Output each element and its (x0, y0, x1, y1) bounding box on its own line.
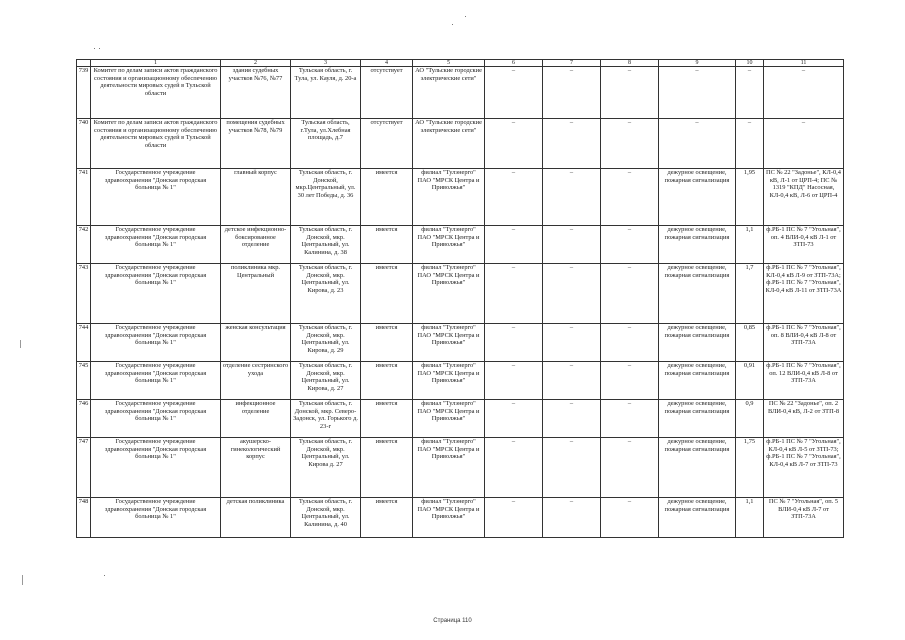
col8-cell: – (601, 438, 659, 498)
col8-cell: – (601, 498, 659, 538)
col7-cell: – (543, 226, 601, 264)
row-number: 742 (77, 226, 91, 264)
col11-cell: ф.РБ-1 ПС № 7 "Угольная", оп. 4 ВЛИ-0,4 кВ Л-1 от ЗТП-73 (764, 226, 844, 264)
col7-cell: – (543, 264, 601, 324)
col8-cell: – (601, 119, 659, 169)
page-number: Страница 110 (433, 618, 472, 624)
col6-cell: – (485, 324, 543, 362)
object-cell: поликлиника мкр. Центральный (221, 264, 291, 324)
reserve-source-cell: имеется (361, 400, 413, 438)
col7-cell: – (543, 438, 601, 498)
reserve-source-cell: имеется (361, 324, 413, 362)
supplier-cell: филиал "Тулэнерго" ПАО "МРСК Центра и Приволжья" (413, 362, 485, 400)
address-cell: Тульская область, г. Донской, мкр. Северо-Задонск, ул. Горького д. 23-г (291, 400, 361, 438)
object-cell: акушерско-гинекологический корпус (221, 438, 291, 498)
col9-cell: дежурное освещение, пожарная сигнализация (659, 226, 736, 264)
col10-cell: – (736, 119, 764, 169)
organization-cell: Комитет по делам записи актов гражданского состояния и организационному обеспечению деятельности мировых судей в Тульской области (91, 119, 221, 169)
address-cell: Тульская область, г. Донской, мкр. Центральный, ул. Калинина, д. 38 (291, 226, 361, 264)
row-number: 744 (77, 324, 91, 362)
col6-cell: – (485, 169, 543, 226)
header-cell: 11 (764, 60, 844, 67)
object-cell: помещения судебных участков №78, №79 (221, 119, 291, 169)
reserve-source-cell: имеется (361, 498, 413, 538)
object-cell: отделение сестринского ухода (221, 362, 291, 400)
header-cell: 3 (291, 60, 361, 67)
col6-cell: – (485, 119, 543, 169)
table-row (77, 67, 844, 119)
col8-cell: – (601, 362, 659, 400)
address-cell: Тульская область, г.Тула, ул.Хлебная площадь, д.7 (291, 119, 361, 169)
col10-cell: 1,75 (736, 438, 764, 498)
col9-cell: дежурное освещение, пожарная сигнализация (659, 264, 736, 324)
object-cell: главный корпус (221, 169, 291, 226)
col7-cell: – (543, 67, 601, 119)
address-cell: Тульская область, г. Донской, мкр. Центральный, ул. Кирова д. 27 (291, 438, 361, 498)
table-row (77, 498, 844, 538)
header-cell: 5 (413, 60, 485, 67)
table-row (77, 119, 844, 169)
col7-cell: – (543, 119, 601, 169)
scan-speck (104, 575, 105, 576)
col6-cell: – (485, 67, 543, 119)
col7-cell: – (543, 362, 601, 400)
col8-cell: – (601, 324, 659, 362)
organization-cell: Комитет по делам записи актов гражданского состояния и организационному обеспечению деятельности мировых судей в Тульской области (91, 67, 221, 119)
header-cell: 8 (601, 60, 659, 67)
header-cell: 6 (485, 60, 543, 67)
row-number: 748 (77, 498, 91, 538)
scan-mark (20, 340, 21, 348)
row-number: 743 (77, 264, 91, 324)
header-cell: 9 (659, 60, 736, 67)
col9-cell: – (659, 67, 736, 119)
object-cell: детская поликлиника (221, 498, 291, 538)
reserve-source-cell: отсутствует (361, 67, 413, 119)
row-number: 739 (77, 67, 91, 119)
organization-cell: Государственное учреждение здравоохранения "Донская городская больница № 1" (91, 498, 221, 538)
table-row (77, 362, 844, 400)
header-cell: 10 (736, 60, 764, 67)
col7-cell: – (543, 169, 601, 226)
col10-cell: 0,85 (736, 324, 764, 362)
col11-cell: ПС № 22 "Задонье", оп. 2 ВЛИ-0,4 кВ, Л-2 от ЗТП-8 (764, 400, 844, 438)
col6-cell: – (485, 400, 543, 438)
col11-cell: – (764, 119, 844, 169)
col10-cell: 1,7 (736, 264, 764, 324)
col9-cell: дежурное освещение, пожарная сигнализация (659, 362, 736, 400)
col6-cell: – (485, 226, 543, 264)
organization-cell: Государственное учреждение здравоохранения "Донская городская больница № 1" (91, 169, 221, 226)
supplier-cell: филиал "Тулэнерго" ПАО "МРСК Центра и Приволжья" (413, 264, 485, 324)
row-number: 741 (77, 169, 91, 226)
supplier-cell: филиал "Тулэнерго" ПАО "МРСК Центра и Приволжья" (413, 324, 485, 362)
row-number: 747 (77, 438, 91, 498)
col8-cell: – (601, 169, 659, 226)
scan-speck (94, 48, 95, 49)
supplier-cell: филиал "Тулэнерго" ПАО "МРСК Центра и Приволжья" (413, 438, 485, 498)
supplier-cell: филиал "Тулэнерго" ПАО "МРСК Центра и Приволжья" (413, 498, 485, 538)
col9-cell: дежурное освещение, пожарная сигнализация (659, 438, 736, 498)
col7-cell: – (543, 324, 601, 362)
scan-speck (465, 16, 466, 17)
header-cell: 4 (361, 60, 413, 67)
col11-cell: ф.РБ-1 ПС № 7 "Угольная", оп. 12 ВЛИ-0,4 кВ Л-8 от ЗТП-73А (764, 362, 844, 400)
col7-cell: – (543, 400, 601, 438)
reserve-source-cell: имеется (361, 264, 413, 324)
row-number: 745 (77, 362, 91, 400)
table-row (77, 324, 844, 362)
address-cell: Тульская область, г. Донской, мкр. Центральный, ул. Кирова, д. 23 (291, 264, 361, 324)
supplier-cell: филиал "Тулэнерго" ПАО "МРСК Центра и Приволжья" (413, 400, 485, 438)
col10-cell: 1,1 (736, 498, 764, 538)
col9-cell: дежурное освещение, пожарная сигнализация (659, 169, 736, 226)
col9-cell: дежурное освещение, пожарная сигнализация (659, 498, 736, 538)
organization-cell: Государственное учреждение здравоохранения "Донская городская больница № 1" (91, 226, 221, 264)
col6-cell: – (485, 498, 543, 538)
table-header-row (77, 60, 844, 67)
supplier-cell: филиал "Тулэнерго" ПАО "МРСК Центра и Приволжья" (413, 169, 485, 226)
col10-cell: 0,91 (736, 362, 764, 400)
header-cell: 2 (221, 60, 291, 67)
scan-speck (99, 48, 100, 49)
reserve-source-cell: имеется (361, 226, 413, 264)
col11-cell: ф.РБ-1 ПС № 7 "Угольная", оп. 8 ВЛИ-0,4 кВ Л-8 от ЗТП-73А (764, 324, 844, 362)
col8-cell: – (601, 264, 659, 324)
header-cell-blank (77, 60, 91, 67)
organization-cell: Государственное учреждение здравоохранения "Донская городская больница № 1" (91, 438, 221, 498)
address-cell: Тульская область, г. Донской, мкр. Центральный, ул. Кирова, д. 29 (291, 324, 361, 362)
table-row (77, 400, 844, 438)
col6-cell: – (485, 362, 543, 400)
supplier-cell: филиал "Тулэнерго" ПАО "МРСК Центра и Приволжья" (413, 226, 485, 264)
col10-cell: 1,95 (736, 169, 764, 226)
col6-cell: – (485, 264, 543, 324)
organization-cell: Государственное учреждение здравоохранения "Донская городская больница № 1" (91, 362, 221, 400)
col9-cell: дежурное освещение, пожарная сигнализация (659, 324, 736, 362)
supplier-cell: АО "Тульские городские электрические сети" (413, 67, 485, 119)
organization-cell: Государственное учреждение здравоохранения "Донская городская больница № 1" (91, 400, 221, 438)
col8-cell: – (601, 67, 659, 119)
object-cell: инфекционное отделение (221, 400, 291, 438)
col6-cell: – (485, 438, 543, 498)
organization-cell: Государственное учреждение здравоохранения "Донская городская больница № 1" (91, 324, 221, 362)
col11-cell: ф.РБ-1 ПС № 7 "Угольная", КЛ-0,4 кВ Л-9 от ЗТП-73А; ф.РБ-1 ПС № 7 "Угольная", КЛ-0,4 кВ Л-11 от ЗТП-73А (764, 264, 844, 324)
supplier-cell: АО "Тульские городские электрические сети" (413, 119, 485, 169)
col9-cell: – (659, 119, 736, 169)
table-row (77, 169, 844, 226)
col11-cell: ПС № 22 "Задонье", КЛ-0,4 кВ, Л-1 от ЦРП-4; ПС № 1319 "КПД" Насосная, КЛ-0,4 кВ, Л-6 от ЦРП-4 (764, 169, 844, 226)
col8-cell: – (601, 226, 659, 264)
scan-mark (22, 575, 23, 585)
col11-cell: – (764, 67, 844, 119)
data-table (76, 59, 844, 538)
table-row (77, 438, 844, 498)
col11-cell: ПС № 7 "Угольная", оп. 5 ВЛИ-0,4 кВ Л-7 от ЗТП-73А (764, 498, 844, 538)
table-row (77, 264, 844, 324)
organization-cell: Государственное учреждение здравоохранения "Донская городская больница № 1" (91, 264, 221, 324)
object-cell: женская консультация (221, 324, 291, 362)
header-cell: 1 (91, 60, 221, 67)
reserve-source-cell: отсутствует (361, 119, 413, 169)
address-cell: Тульская область, г. Тула, ул. Кауля, д. 20-а (291, 67, 361, 119)
address-cell: Тульская область, г. Донской, мкр.Центральный, ул. 30 лет Победы, д. 36 (291, 169, 361, 226)
col9-cell: дежурное освещение, пожарная сигнализация (659, 400, 736, 438)
col10-cell: 1,1 (736, 226, 764, 264)
scan-speck (452, 24, 453, 25)
reserve-source-cell: имеется (361, 362, 413, 400)
col11-cell: ф.РБ-1 ПС № 7 "Угольная", КЛ-0,4 кВ Л-5 от ЗТП-73; ф.РБ-1 ПС № 7 "Угольная", КЛ-0,4 кВ Л-7 от ЗТП-73 (764, 438, 844, 498)
row-number: 740 (77, 119, 91, 169)
object-cell: здания судебных участков №76, №77 (221, 67, 291, 119)
row-number: 746 (77, 400, 91, 438)
col8-cell: – (601, 400, 659, 438)
col7-cell: – (543, 498, 601, 538)
header-cell: 7 (543, 60, 601, 67)
address-cell: Тульская область, г. Донской, мкр. Центральный, ул. Калинина, д. 40 (291, 498, 361, 538)
reserve-source-cell: имеется (361, 169, 413, 226)
col10-cell: 0,9 (736, 400, 764, 438)
reserve-source-cell: имеется (361, 438, 413, 498)
col10-cell: – (736, 67, 764, 119)
table-row (77, 226, 844, 264)
object-cell: детское инфекционно-боксированное отделение (221, 226, 291, 264)
address-cell: Тульская область, г. Донской, мкр. Центральный, ул. Кирова, д. 27 (291, 362, 361, 400)
